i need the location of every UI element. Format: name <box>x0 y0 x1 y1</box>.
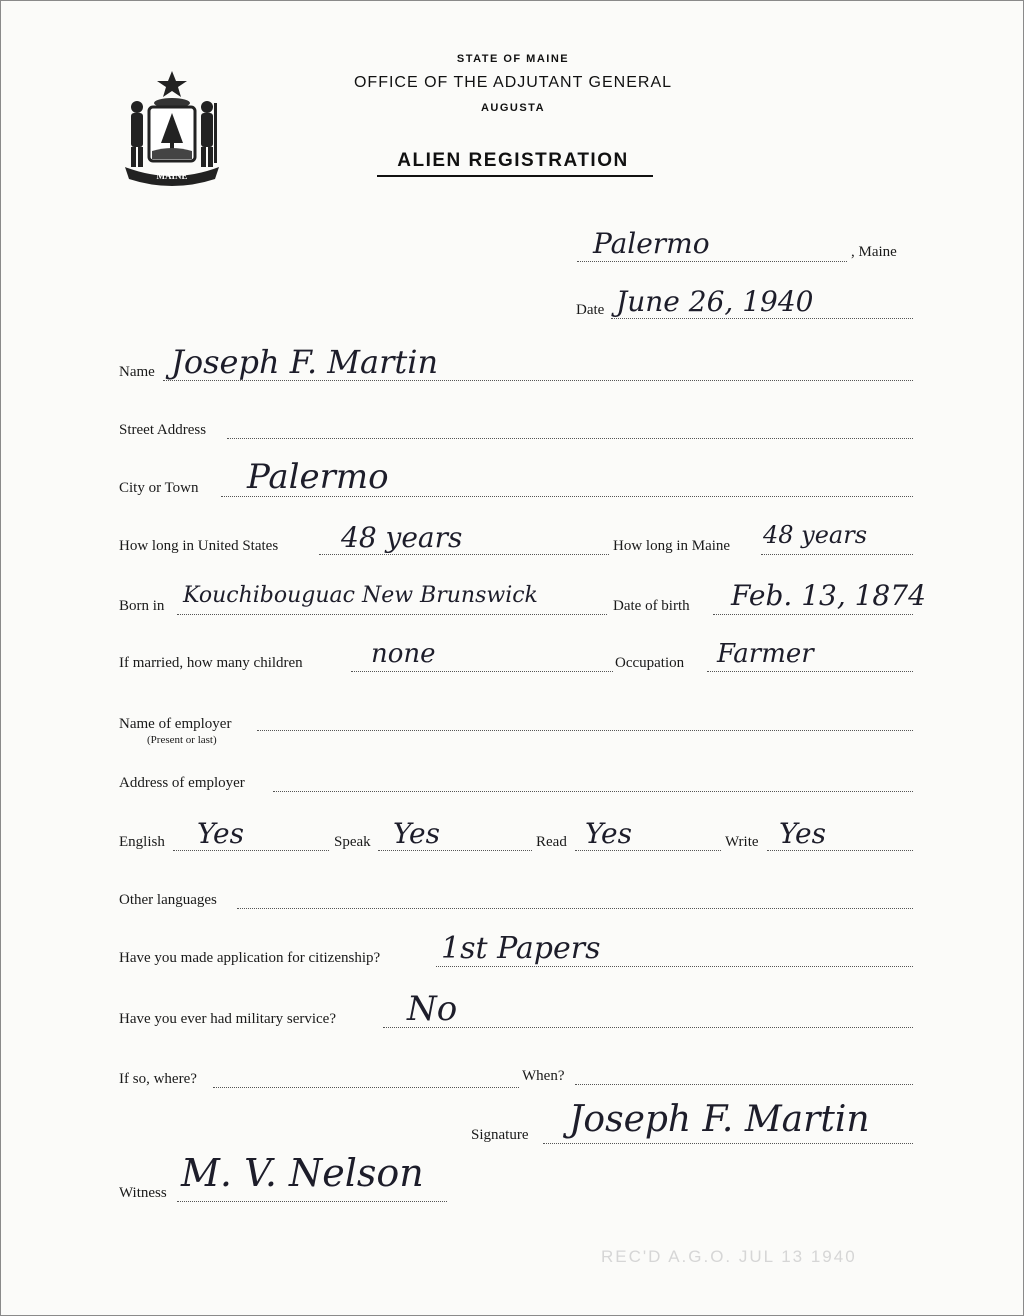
employer-name-label: Name of employer <box>119 716 232 732</box>
header-city: AUGUSTA <box>480 102 546 114</box>
witness-label: Witness <box>119 1185 167 1201</box>
date-value: June 26, 1940 <box>616 285 814 318</box>
occupation-line <box>707 671 913 672</box>
date-of-birth-label: Date of birth <box>613 598 690 614</box>
born-in-line <box>177 614 607 615</box>
date-of-birth-line <box>713 614 913 615</box>
citizenship-line <box>436 966 913 967</box>
born-in-value: Kouchibouguac New Brunswick <box>183 583 538 608</box>
read-value: Yes <box>585 817 632 850</box>
witness-value: M. V. Nelson <box>181 1151 424 1195</box>
employer-address-label: Address of employer <box>119 775 245 791</box>
when-label: When? <box>522 1068 565 1084</box>
citizenship-value: 1st Papers <box>441 931 601 966</box>
speak-value: Yes <box>393 817 440 850</box>
name-label: Name <box>119 364 155 380</box>
witness-line <box>177 1201 447 1202</box>
read-line <box>575 850 721 851</box>
employer-address-line <box>273 791 913 792</box>
signature-line <box>543 1143 913 1144</box>
date-of-birth-value: Feb. 13, 1874 <box>731 579 926 612</box>
born-in-label: Born in <box>119 598 165 614</box>
title-underline <box>377 175 653 177</box>
page-title: ALIEN REGISTRATION <box>397 150 629 171</box>
children-label: If married, how many children <box>119 655 303 671</box>
employer-name-sublabel: (Present or last) <box>147 734 217 746</box>
how-long-us-line <box>319 554 609 555</box>
how-long-maine-value: 48 years <box>763 521 868 549</box>
name-value: Joseph F. Martin <box>171 343 439 381</box>
street-address-line <box>227 438 913 439</box>
children-value: none <box>371 639 436 669</box>
citizenship-label: Have you made application for citizenship? <box>119 950 381 966</box>
how-long-maine-label: How long in Maine <box>613 538 731 554</box>
read-label: Read <box>536 834 567 850</box>
occupation-value: Farmer <box>717 639 814 669</box>
english-label: English <box>119 834 165 850</box>
street-address-label: Street Address <box>119 422 207 438</box>
header-office: OFFICE OF THE ADJUTANT GENERAL <box>353 74 673 91</box>
place-suffix: , Maine <box>851 244 897 260</box>
employer-name-line <box>257 730 913 731</box>
where-line <box>213 1087 519 1088</box>
children-line <box>351 671 613 672</box>
date-label: Date <box>576 302 605 318</box>
military-line <box>383 1027 913 1028</box>
where-label: If so, where? <box>119 1071 197 1087</box>
other-languages-label: Other languages <box>119 892 217 908</box>
how-long-us-label: How long in United States <box>119 538 279 554</box>
english-line <box>173 850 329 851</box>
signature-value: Joseph F. Martin <box>569 1099 870 1140</box>
write-label: Write <box>725 834 759 850</box>
military-label: Have you ever had military service? <box>119 1011 336 1027</box>
header-state: STATE OF MAINE <box>456 53 570 65</box>
occupation-label: Occupation <box>615 655 685 671</box>
english-value: Yes <box>197 817 244 850</box>
city-label: City or Town <box>119 480 199 496</box>
city-value: Palermo <box>247 457 389 497</box>
write-value: Yes <box>779 817 826 850</box>
write-line <box>767 850 913 851</box>
seal-banner-text: MAINE <box>156 171 188 181</box>
signature-label: Signature <box>471 1127 529 1143</box>
place-line <box>577 261 847 262</box>
how-long-maine-line <box>761 554 913 555</box>
speak-line <box>378 850 532 851</box>
date-line <box>611 318 913 319</box>
place-value: Palermo <box>593 227 710 260</box>
how-long-us-value: 48 years <box>341 521 463 554</box>
when-line <box>575 1084 913 1085</box>
speak-label: Speak <box>334 834 371 850</box>
military-value: No <box>407 989 458 1029</box>
other-languages-line <box>237 908 913 909</box>
received-stamp: REC'D A.G.O. JUL 13 1940 <box>601 1247 857 1266</box>
